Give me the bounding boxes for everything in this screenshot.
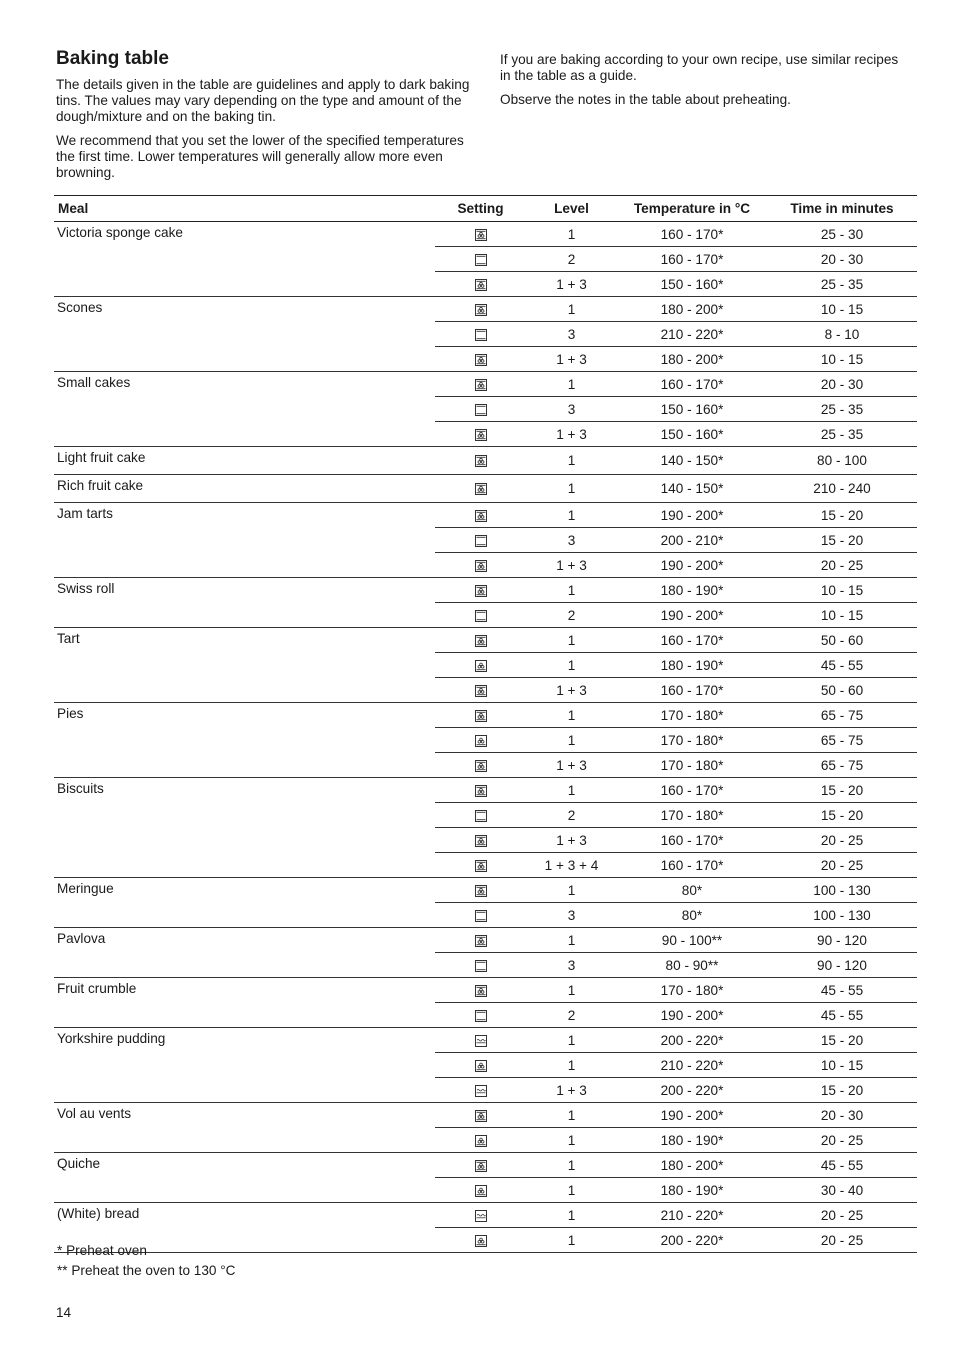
temperature-cell: 140 - 150*: [617, 447, 767, 475]
temperature-cell: 160 - 170*: [617, 778, 767, 803]
level-cell: 1: [526, 1028, 617, 1053]
setting-cell: [435, 553, 526, 578]
level-cell: 1: [526, 447, 617, 475]
time-cell: 45 - 55: [767, 1153, 917, 1178]
setting-cell: [435, 678, 526, 703]
hot-air-bottom-heat-icon: [475, 735, 487, 747]
time-cell: 25 - 30: [767, 222, 917, 247]
setting-cell: [435, 703, 526, 728]
hot-air-icon: [475, 483, 487, 495]
hot-air-icon: [475, 560, 487, 572]
hot-air-icon: [475, 935, 487, 947]
temperature-cell: 150 - 160*: [617, 397, 767, 422]
table-row: [54, 297, 917, 322]
temperature-cell: 190 - 200*: [617, 503, 767, 528]
temperature-cell: 180 - 190*: [617, 1128, 767, 1153]
header-time: Time in minutes: [767, 196, 917, 222]
temperature-cell: 170 - 180*: [617, 978, 767, 1003]
level-cell: 2: [526, 803, 617, 828]
hot-air-bottom-heat-icon: [475, 1235, 487, 1247]
top-bottom-heat-icon: [475, 254, 487, 266]
hot-air-bottom-heat-icon: [475, 1135, 487, 1147]
setting-cell: [435, 1203, 526, 1228]
time-cell: 15 - 20: [767, 503, 917, 528]
table-row: [54, 628, 917, 653]
hot-air-bottom-heat-icon: [475, 1185, 487, 1197]
temperature-cell: 80*: [617, 878, 767, 903]
time-cell: 20 - 25: [767, 1128, 917, 1153]
level-cell: 1: [526, 628, 617, 653]
level-cell: 1: [526, 878, 617, 903]
time-cell: 15 - 20: [767, 1078, 917, 1103]
hot-air-icon: [475, 785, 487, 797]
setting-cell: [435, 1128, 526, 1153]
temperature-cell: 180 - 200*: [617, 1153, 767, 1178]
level-cell: 2: [526, 1003, 617, 1028]
meal-name: Light fruit cake: [54, 447, 435, 475]
time-cell: 20 - 30: [767, 1103, 917, 1128]
time-cell: 90 - 120: [767, 953, 917, 978]
level-cell: 1 + 3 + 4: [526, 853, 617, 878]
temperature-cell: 170 - 180*: [617, 728, 767, 753]
setting-cell: [435, 1103, 526, 1128]
time-cell: 15 - 20: [767, 1028, 917, 1053]
time-cell: 25 - 35: [767, 272, 917, 297]
time-cell: 10 - 15: [767, 578, 917, 603]
top-bottom-heat-icon: [475, 329, 487, 341]
header-setting: Setting: [435, 196, 526, 222]
temperature-cell: 190 - 200*: [617, 1103, 767, 1128]
intro-paragraph: The details given in the table are guidelines and apply to dark baking tins. The values may vary depending on the type and amount of the dough/mixture and on the baking tin.: [56, 77, 470, 124]
hot-air-icon: [475, 860, 487, 872]
level-cell: 2: [526, 247, 617, 272]
table-row: [54, 475, 917, 503]
top-bottom-heat-icon: [475, 1010, 487, 1022]
time-cell: 65 - 75: [767, 728, 917, 753]
meal-name: Pavlova: [54, 928, 435, 978]
intro-paragraph: Observe the notes in the table about preheating.: [500, 92, 791, 107]
table-header-row: [54, 196, 917, 222]
meal-name: Biscuits: [54, 778, 435, 878]
level-cell: 1 + 3: [526, 347, 617, 372]
time-cell: 25 - 35: [767, 422, 917, 447]
temperature-cell: 190 - 200*: [617, 553, 767, 578]
temperature-cell: 150 - 160*: [617, 422, 767, 447]
time-cell: 25 - 35: [767, 397, 917, 422]
level-cell: 1: [526, 1128, 617, 1153]
hot-air-icon: [475, 685, 487, 697]
meal-name: Victoria sponge cake: [54, 222, 435, 297]
hot-air-icon: [475, 835, 487, 847]
level-cell: 1: [526, 1103, 617, 1128]
header-meal: Meal: [54, 196, 435, 222]
temperature-cell: 180 - 200*: [617, 347, 767, 372]
temperature-cell: 170 - 180*: [617, 753, 767, 778]
time-cell: 10 - 15: [767, 1053, 917, 1078]
hot-air-icon: [475, 379, 487, 391]
meal-name: Scones: [54, 297, 435, 372]
level-cell: 1: [526, 372, 617, 397]
setting-cell: [435, 1028, 526, 1053]
setting-cell: [435, 778, 526, 803]
meal-name: Fruit crumble: [54, 978, 435, 1028]
meal-name: (White) bread: [54, 1203, 435, 1253]
temperature-cell: 160 - 170*: [617, 628, 767, 653]
intro-right-column: [500, 52, 910, 116]
hot-air-bottom-heat-icon: [475, 1060, 487, 1072]
time-cell: 20 - 30: [767, 372, 917, 397]
setting-cell: [435, 422, 526, 447]
setting-cell: [435, 475, 526, 503]
hot-air-icon: [475, 304, 487, 316]
level-cell: 1 + 3: [526, 828, 617, 853]
hot-air-icon: [475, 760, 487, 772]
time-cell: 65 - 75: [767, 753, 917, 778]
setting-cell: [435, 1228, 526, 1253]
temperature-cell: 210 - 220*: [617, 1053, 767, 1078]
temperature-cell: 180 - 190*: [617, 1178, 767, 1203]
time-cell: 20 - 30: [767, 247, 917, 272]
table-row: [54, 578, 917, 603]
temperature-cell: 200 - 220*: [617, 1028, 767, 1053]
level-cell: 1: [526, 578, 617, 603]
level-cell: 1: [526, 1203, 617, 1228]
level-cell: 1 + 3: [526, 422, 617, 447]
intro-paragraph: If you are baking according to your own recipe, use similar recipes in the table as a guide.: [500, 52, 899, 83]
level-cell: 1: [526, 503, 617, 528]
page-number: 14: [56, 1305, 72, 1320]
temperature-cell: 170 - 180*: [617, 703, 767, 728]
time-cell: 15 - 20: [767, 803, 917, 828]
table-row: [54, 222, 917, 247]
time-cell: 20 - 25: [767, 853, 917, 878]
temperature-cell: 190 - 200*: [617, 1003, 767, 1028]
setting-cell: [435, 447, 526, 475]
hot-air-bottom-heat-icon: [475, 660, 487, 672]
temperature-cell: 160 - 170*: [617, 247, 767, 272]
temperature-cell: 90 - 100**: [617, 928, 767, 953]
baking-table: [54, 195, 917, 1253]
table-row: [54, 1103, 917, 1128]
level-cell: 1: [526, 653, 617, 678]
time-cell: 65 - 75: [767, 703, 917, 728]
level-cell: 1: [526, 703, 617, 728]
setting-cell: [435, 903, 526, 928]
hot-air-icon: [475, 354, 487, 366]
setting-cell: [435, 247, 526, 272]
setting-cell: [435, 1053, 526, 1078]
header-level: Level: [526, 196, 617, 222]
temperature-cell: 200 - 210*: [617, 528, 767, 553]
temperature-cell: 210 - 220*: [617, 322, 767, 347]
setting-cell: [435, 753, 526, 778]
level-cell: 1 + 3: [526, 553, 617, 578]
setting-cell: [435, 528, 526, 553]
temperature-cell: 150 - 160*: [617, 272, 767, 297]
table-row: [54, 1153, 917, 1178]
time-cell: 15 - 20: [767, 528, 917, 553]
level-cell: 3: [526, 322, 617, 347]
top-bottom-heat-icon: [475, 910, 487, 922]
intro-left-column: [56, 77, 471, 189]
time-cell: 10 - 15: [767, 297, 917, 322]
setting-cell: [435, 272, 526, 297]
setting-cell: [435, 1003, 526, 1028]
temperature-cell: 180 - 190*: [617, 578, 767, 603]
setting-cell: [435, 728, 526, 753]
time-cell: 90 - 120: [767, 928, 917, 953]
hot-air-icon: [475, 1160, 487, 1172]
time-cell: 10 - 15: [767, 603, 917, 628]
hot-air-icon: [475, 710, 487, 722]
level-cell: 1 + 3: [526, 678, 617, 703]
time-cell: 45 - 55: [767, 653, 917, 678]
temperature-cell: 160 - 170*: [617, 372, 767, 397]
level-cell: 3: [526, 953, 617, 978]
table-row: [54, 703, 917, 728]
grill-icon: [475, 1210, 487, 1222]
meal-name: Swiss roll: [54, 578, 435, 628]
top-bottom-heat-icon: [475, 535, 487, 547]
temperature-cell: 160 - 170*: [617, 222, 767, 247]
table-body: [54, 222, 917, 1253]
time-cell: 50 - 60: [767, 628, 917, 653]
setting-cell: [435, 878, 526, 903]
meal-name: Meringue: [54, 878, 435, 928]
time-cell: 20 - 25: [767, 553, 917, 578]
setting-cell: [435, 828, 526, 853]
hot-air-icon: [475, 1110, 487, 1122]
level-cell: 3: [526, 903, 617, 928]
grill-icon: [475, 1035, 487, 1047]
time-cell: 210 - 240: [767, 475, 917, 503]
temperature-cell: 200 - 220*: [617, 1078, 767, 1103]
level-cell: 1 + 3: [526, 1078, 617, 1103]
setting-cell: [435, 803, 526, 828]
top-bottom-heat-icon: [475, 610, 487, 622]
time-cell: 20 - 25: [767, 1203, 917, 1228]
footnote-preheat: * Preheat oven: [57, 1243, 147, 1258]
setting-cell: [435, 1078, 526, 1103]
footnotes: [57, 1241, 236, 1281]
setting-cell: [435, 928, 526, 953]
level-cell: 1: [526, 928, 617, 953]
table-row: [54, 928, 917, 953]
hot-air-icon: [475, 279, 487, 291]
level-cell: 3: [526, 397, 617, 422]
level-cell: 1: [526, 1053, 617, 1078]
level-cell: 1: [526, 475, 617, 503]
setting-cell: [435, 372, 526, 397]
temperature-cell: 200 - 220*: [617, 1228, 767, 1253]
table-row: [54, 1028, 917, 1053]
hot-air-icon: [475, 635, 487, 647]
meal-name: Pies: [54, 703, 435, 778]
hot-air-icon: [475, 229, 487, 241]
time-cell: 20 - 25: [767, 1228, 917, 1253]
meal-name: Quiche: [54, 1153, 435, 1203]
header-temperature: Temperature in °C: [617, 196, 767, 222]
level-cell: 1 + 3: [526, 272, 617, 297]
intro-paragraph: We recommend that you set the lower of the specified temperatures the first time. Lower temperatures will generally allow more even browning.: [56, 133, 464, 180]
level-cell: 1: [526, 778, 617, 803]
time-cell: 100 - 130: [767, 903, 917, 928]
time-cell: 45 - 55: [767, 1003, 917, 1028]
time-cell: 15 - 20: [767, 778, 917, 803]
temperature-cell: 160 - 170*: [617, 678, 767, 703]
time-cell: 45 - 55: [767, 978, 917, 1003]
level-cell: 1: [526, 222, 617, 247]
table-row: [54, 978, 917, 1003]
temperature-cell: 210 - 220*: [617, 1203, 767, 1228]
top-bottom-heat-icon: [475, 404, 487, 416]
level-cell: 1: [526, 728, 617, 753]
time-cell: 100 - 130: [767, 878, 917, 903]
setting-cell: [435, 397, 526, 422]
level-cell: 2: [526, 603, 617, 628]
meal-name: Yorkshire pudding: [54, 1028, 435, 1103]
time-cell: 30 - 40: [767, 1178, 917, 1203]
level-cell: 1: [526, 1153, 617, 1178]
temperature-cell: 160 - 170*: [617, 828, 767, 853]
meal-name: Small cakes: [54, 372, 435, 447]
temperature-cell: 80*: [617, 903, 767, 928]
hot-air-icon: [475, 585, 487, 597]
time-cell: 8 - 10: [767, 322, 917, 347]
setting-cell: [435, 978, 526, 1003]
table-row: [54, 447, 917, 475]
setting-cell: [435, 347, 526, 372]
temperature-cell: 140 - 150*: [617, 475, 767, 503]
table-row: [54, 878, 917, 903]
setting-cell: [435, 953, 526, 978]
setting-cell: [435, 628, 526, 653]
level-cell: 1: [526, 1228, 617, 1253]
setting-cell: [435, 322, 526, 347]
level-cell: 1: [526, 297, 617, 322]
setting-cell: [435, 578, 526, 603]
table-row: [54, 1203, 917, 1228]
temperature-cell: 190 - 200*: [617, 603, 767, 628]
setting-cell: [435, 1178, 526, 1203]
page-title: Baking table: [56, 48, 169, 69]
temperature-cell: 180 - 190*: [617, 653, 767, 678]
setting-cell: [435, 653, 526, 678]
temperature-cell: 170 - 180*: [617, 803, 767, 828]
time-cell: 50 - 60: [767, 678, 917, 703]
temperature-cell: 80 - 90**: [617, 953, 767, 978]
hot-air-icon: [475, 429, 487, 441]
temperature-cell: 160 - 170*: [617, 853, 767, 878]
hot-air-icon: [475, 985, 487, 997]
meal-name: Tart: [54, 628, 435, 703]
top-bottom-heat-icon: [475, 810, 487, 822]
setting-cell: [435, 222, 526, 247]
meal-name: Vol au vents: [54, 1103, 435, 1153]
hot-air-icon: [475, 510, 487, 522]
level-cell: 1: [526, 978, 617, 1003]
level-cell: 1: [526, 1178, 617, 1203]
setting-cell: [435, 603, 526, 628]
setting-cell: [435, 503, 526, 528]
table-row: [54, 503, 917, 528]
setting-cell: [435, 853, 526, 878]
hot-air-icon: [475, 455, 487, 467]
table-row: [54, 372, 917, 397]
level-cell: 1 + 3: [526, 753, 617, 778]
time-cell: 80 - 100: [767, 447, 917, 475]
table-row: [54, 778, 917, 803]
level-cell: 3: [526, 528, 617, 553]
grill-icon: [475, 1085, 487, 1097]
time-cell: 20 - 25: [767, 828, 917, 853]
footnote-preheat-130: ** Preheat the oven to 130 °C: [57, 1263, 236, 1278]
top-bottom-heat-icon: [475, 960, 487, 972]
time-cell: 10 - 15: [767, 347, 917, 372]
hot-air-icon: [475, 885, 487, 897]
temperature-cell: 180 - 200*: [617, 297, 767, 322]
setting-cell: [435, 297, 526, 322]
meal-name: Jam tarts: [54, 503, 435, 578]
setting-cell: [435, 1153, 526, 1178]
meal-name: Rich fruit cake: [54, 475, 435, 503]
